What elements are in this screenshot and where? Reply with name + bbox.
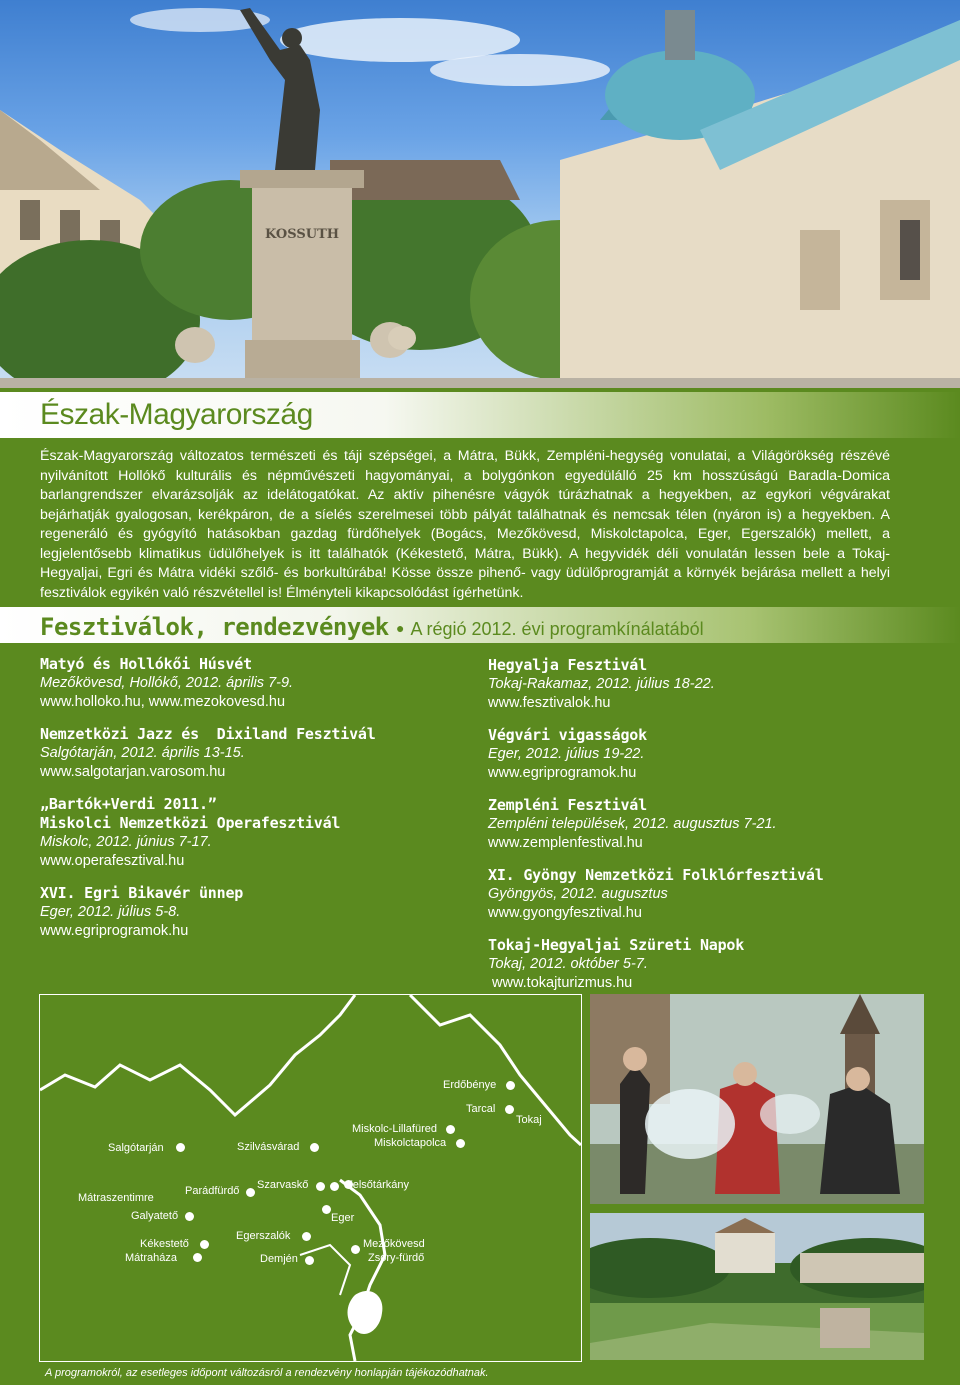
map-dot bbox=[316, 1182, 325, 1191]
map-label: Miskolctapolca bbox=[374, 1137, 447, 1149]
map-dot bbox=[456, 1139, 465, 1148]
festival-url[interactable]: www.tokajturizmus.hu bbox=[488, 975, 633, 991]
map-label: Salgótarján bbox=[108, 1142, 164, 1154]
bullet-icon: ● bbox=[396, 620, 405, 636]
map-label: Egerszalók bbox=[236, 1230, 291, 1242]
map-label: Mátraháza bbox=[125, 1252, 177, 1264]
festival-item bbox=[488, 656, 908, 713]
festival-item bbox=[488, 796, 908, 853]
castle-photo bbox=[590, 1213, 924, 1360]
map-dot bbox=[322, 1205, 331, 1214]
festival-item bbox=[40, 795, 460, 871]
festival-name: Tokaj-Hegyaljai Szüreti Napok bbox=[488, 936, 745, 954]
intro-paragraph: Észak-Magyarország változatos természeti és táji szépségei, a Mátra, Bükk, Zempléni-hegység vonulatai, a Világörökség részévé nyilvánított Hollókő kulturális és népművészeti hagyományai, a bolygónkon egyedülálló 25 km hosszúságú Baradla-Domica barlangrendszer elvarázsolják az idelátogatókat. Az aktív pihenésre vágyók túrázhatnak a hegyekben, az egykori végvárakat bejárhatják gyalogosan, kerékpáron, de a síelés szerelmesei több pályát találhatnak és nemcsak télen (nyáron is) a hegyekben. A regeneráló és gyógyító hatásokban gazdag fürdőhelyek (Bogács, Mezőkövesd, Miskolctapolca, Eger, Egerszalók) mellett, a legjelentősebb klimatikus üdülőhelyek is itt találhatók (Kékestető, Mátra, Bükk). A hegyvidék déli vonulatán lessen bele a Tokaj-Hegyaljai, Egri és Mátra vidéki szőlő- és borkultúrába! Kösse össze pihenő- vagy üdülőprogramját a környék bejárása mellett a helyi fesztiválok egyikén való részvétellel is! Élményteli kikapcsolódást ígérhetünk. bbox=[40, 448, 890, 601]
map-dot bbox=[330, 1182, 339, 1191]
page-title: Észak-Magyarország bbox=[40, 398, 313, 431]
festival-url[interactable]: www.egriprogramok.hu bbox=[488, 765, 637, 781]
map-label: Demjén bbox=[260, 1253, 298, 1265]
hero-illustration bbox=[0, 0, 960, 388]
festivals-title: Fesztiválok, rendezvények bbox=[40, 613, 389, 641]
map-dot bbox=[310, 1143, 319, 1152]
festival-name-line2: Miskolci Nemzetközi Operafesztivál bbox=[40, 814, 341, 832]
map-label: Mezőkövesd bbox=[363, 1238, 425, 1250]
map-dot bbox=[193, 1253, 202, 1262]
map-label: Galyatető bbox=[131, 1210, 179, 1222]
festivals-subtitle-text: A régió 2012. évi programkínálatából bbox=[410, 619, 704, 639]
festival-url[interactable]: www.egriprogramok.hu bbox=[40, 923, 189, 939]
festivals-subtitle bbox=[396, 619, 704, 640]
festival-url[interactable]: www.fesztivalok.hu bbox=[488, 695, 611, 711]
festival-url[interactable]: www.zemplenfestival.hu bbox=[488, 835, 643, 851]
festival-url[interactable]: www.operafesztival.hu bbox=[40, 853, 185, 869]
festival-item bbox=[488, 936, 908, 993]
festival-detail: Miskolc, 2012. június 7-17. bbox=[40, 834, 212, 850]
map-label: Mátraszentimre bbox=[78, 1192, 154, 1204]
festival-name: Matyó és Hollókői Húsvét bbox=[40, 655, 252, 673]
festival-item bbox=[488, 866, 908, 923]
festival-name: XVI. Egri Bikavér ünnep bbox=[40, 884, 244, 902]
map-dot bbox=[302, 1232, 311, 1241]
map-label: Miskolc-Lillafüred bbox=[352, 1123, 437, 1135]
map-label: Tarcal bbox=[466, 1103, 496, 1115]
map-label: Szarvaskő bbox=[257, 1179, 309, 1191]
region-map bbox=[39, 994, 582, 1362]
hero-photo bbox=[0, 0, 960, 388]
festival-detail: Eger, 2012. július 19-22. bbox=[488, 746, 645, 762]
map-dot bbox=[246, 1188, 255, 1197]
festival-name: Nemzetközi Jazz és Dixiland Fesztivál bbox=[40, 725, 376, 743]
festival-detail: Salgótarján, 2012. április 13-15. bbox=[40, 745, 245, 761]
festival-name: Zempléni Fesztivál bbox=[488, 796, 647, 814]
map-label: Tokaj bbox=[516, 1114, 542, 1126]
festival-url[interactable]: www.holloko.hu, www.mezokovesd.hu bbox=[40, 694, 286, 710]
festival-list-right bbox=[488, 656, 908, 1006]
festival-detail: Tokaj-Rakamaz, 2012. július 18-22. bbox=[488, 676, 715, 692]
statue-plaque: KOSSUTH bbox=[264, 227, 340, 242]
map-label: Zsóry-fürdő bbox=[368, 1252, 425, 1264]
map-dot bbox=[505, 1105, 514, 1114]
map-label: Felsőtárkány bbox=[346, 1179, 409, 1191]
festival-name: XI. Gyöngy Nemzetközi Folklórfesztivál bbox=[488, 866, 824, 884]
map-dot bbox=[351, 1245, 360, 1254]
festival-detail: Mezőkövesd, Hollókő, 2012. április 7-9. bbox=[40, 675, 294, 691]
festival-detail: Zempléni települések, 2012. augusztus 7-21. bbox=[488, 816, 777, 832]
map-dot bbox=[506, 1081, 515, 1090]
festival-url[interactable]: www.gyongyfesztival.hu bbox=[488, 905, 642, 921]
festival-item bbox=[40, 884, 460, 941]
festival-detail: Tokaj, 2012. október 5-7. bbox=[488, 956, 648, 972]
map-dot bbox=[446, 1125, 455, 1134]
folk-photo-illustration bbox=[590, 994, 924, 1204]
map-borders bbox=[40, 995, 581, 1361]
festival-name: Végvári vigasságok bbox=[488, 726, 647, 744]
festival-list-left bbox=[40, 655, 460, 954]
folk-tradition-photo bbox=[590, 994, 924, 1204]
map-label: Eger bbox=[331, 1212, 355, 1224]
map-dot bbox=[200, 1240, 209, 1249]
map-label: Kékestető bbox=[140, 1238, 189, 1250]
map-dot bbox=[305, 1256, 314, 1265]
map-label: Szilvásvárad bbox=[237, 1141, 300, 1153]
map-dot bbox=[185, 1212, 194, 1221]
festival-item bbox=[488, 726, 908, 783]
festival-detail: Eger, 2012. július 5-8. bbox=[40, 904, 181, 920]
festival-name: „Bartók+Verdi 2011.” bbox=[40, 795, 217, 813]
castle-photo-illustration bbox=[590, 1213, 924, 1360]
map-dot bbox=[176, 1143, 185, 1152]
map-label: Parádfürdő bbox=[185, 1185, 240, 1197]
festival-url[interactable]: www.salgotarjan.varosom.hu bbox=[40, 764, 226, 780]
festival-name: Hegyalja Fesztivál bbox=[488, 656, 647, 674]
festival-item bbox=[40, 655, 460, 712]
festival-item bbox=[40, 725, 460, 782]
map-label: Erdőbénye bbox=[443, 1079, 497, 1091]
footer-note: A programokról, az esetleges időpont változásról a rendezvény honlapján tájékozódhatnak. bbox=[45, 1367, 489, 1379]
festival-detail: Gyöngyös, 2012. augusztus bbox=[488, 886, 668, 902]
